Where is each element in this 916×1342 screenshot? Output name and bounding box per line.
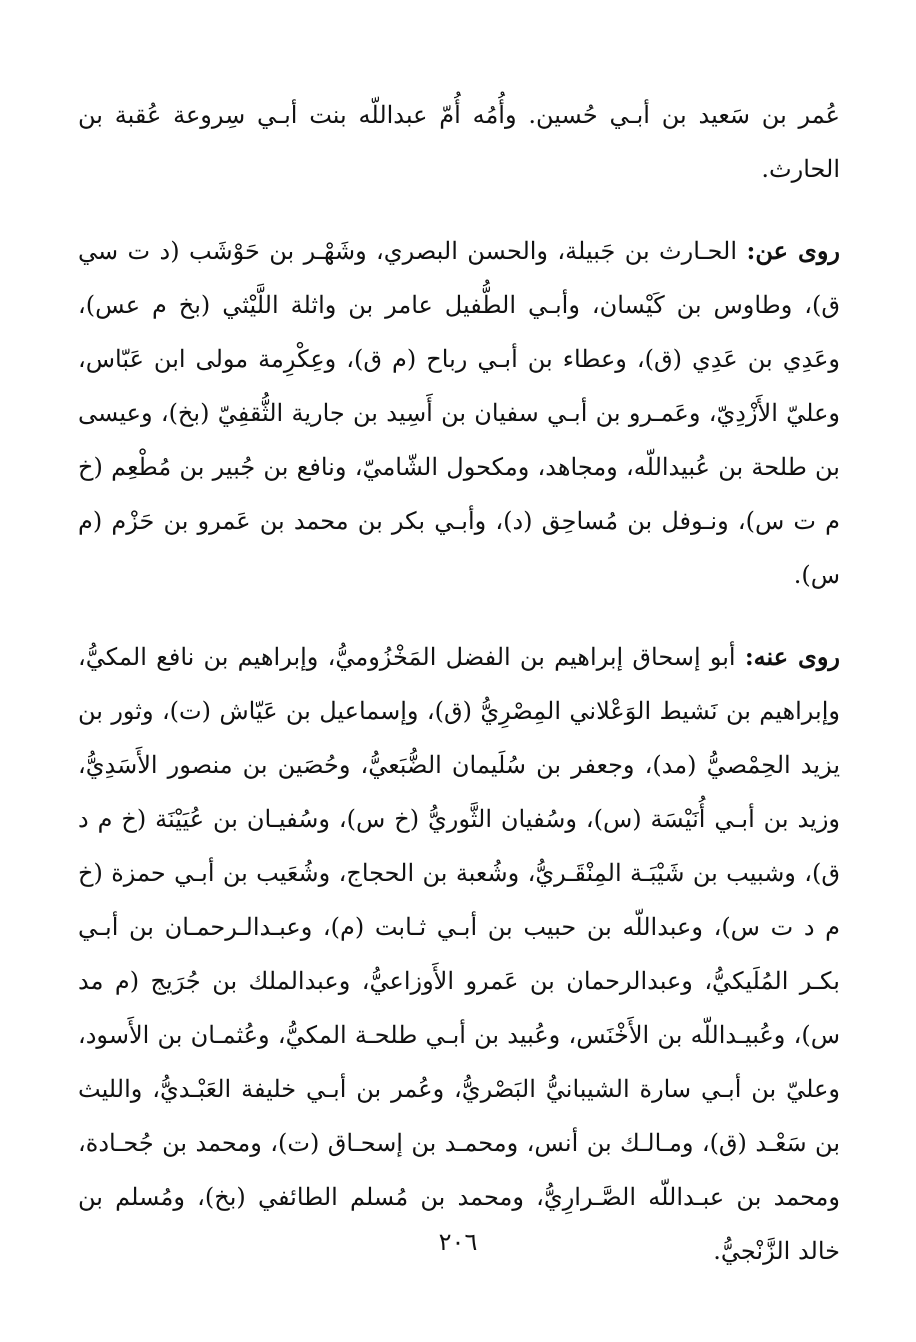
paragraph-text: عُمر بن سَعيد بن أبـي حُسين. وأُمُه أُمّ عبداللّه بنت أبـي سِروعة عُقبة بن الحارث. xyxy=(78,101,840,183)
paragraph-text: الحـارث بن جَبيلة، والحسن البصري، وشَهْـر بن حَوْشَب (د ت سي ق)، وطاوس بن كَيْسان، وأبـي الطُّفيل عامر بن واثلة اللَّيْثي (بخ م عس)، وعَدِي بن عَدِي (ق)، وعطاء بن أبـي رباح (م ق)، وعِكْرِمة مولى ابن عَبّاس، وعليّ الأَزْدِيّ، وعَمـرو بن أبـي سفيان بن أَسِيد بن جارية الثُّقفِيّ (بخ)، وعيسى بن طلحة بن عُبيداللّه، ومجاهد، ومكحول الشّاميّ، ونافع بن جُبير بن مُطْعِم (خ م ت س)، ونـوفل بن مُساحِق (د)، وأبـي بكر بن محمد بن عَمرو بن حَزْم (م س). xyxy=(78,237,840,589)
paragraph-lead: روى عنه: xyxy=(744,642,841,671)
paragraph-narrated-from xyxy=(78,224,840,602)
page-number: ٢٠٦ xyxy=(438,1228,478,1256)
paragraph-lead: روى عن: xyxy=(746,236,840,265)
page-body xyxy=(78,88,840,1278)
paragraph-lineage xyxy=(78,88,840,196)
paragraph-narrated-by xyxy=(78,630,840,1278)
paragraph-text: أبو إسحاق إبراهيم بن الفضل المَخْزُوميُّ، وإبراهيم بن نافع المكيُّ، وإبراهيم بن نَشيط الوَعْلاني المِصْرِيُّ (ق)، وإسماعيل بن عَيّاش (ت)، وثور بن يزيد الحِمْصيُّ (مد)، وجعفر بن سُلَيمان الضُّبَعيُّ، وحُصَين بن منصور الأَسَدِيُّ، وزيد بن أبـي أُنَيْسَة (س)، وسُفيان الثَّوريُّ (خ س)، وسُفيـان بن عُيَيْنَة (خ م د ق)، وشبيب بن شَيْبَـة المِنْقَـريُّ، وشُعبة بن الحجاج، وشُعَيب بن أبـي حمزة (خ م د ت س)، وعبداللّه بن حبيب بن أبـي ثـابت (م)، وعبـدالـرحمـان بن أبـي بكـر المُلَيكيُّ، وعبدالرحمان بن عَمرو الأَوزاعيُّ، وعبدالملك بن جُرَيج (م مد س)، وعُبيـداللّه بن الأَخْنَس، وعُبيد بن أبـي طلحـة المكيُّ، وعُثمـان بن الأَسود، وعليّ بن أبـي سارة الشيبانيُّ البَصْريُّ، وعُمر بن أبـي خليفة العَبْـديُّ، والليث بن سَعْـد (ق)، ومـالـك بن أنس، ومحمـد بن إسحـاق (ت)، ومحمد بن جُحـادة، ومحمد بن عبـداللّه الصَّـرارِيُّ، ومحمد بن مُسلم الطائفي (بخ)، ومُسلم بن خالد الزَّنْجيُّ. xyxy=(78,643,841,1265)
